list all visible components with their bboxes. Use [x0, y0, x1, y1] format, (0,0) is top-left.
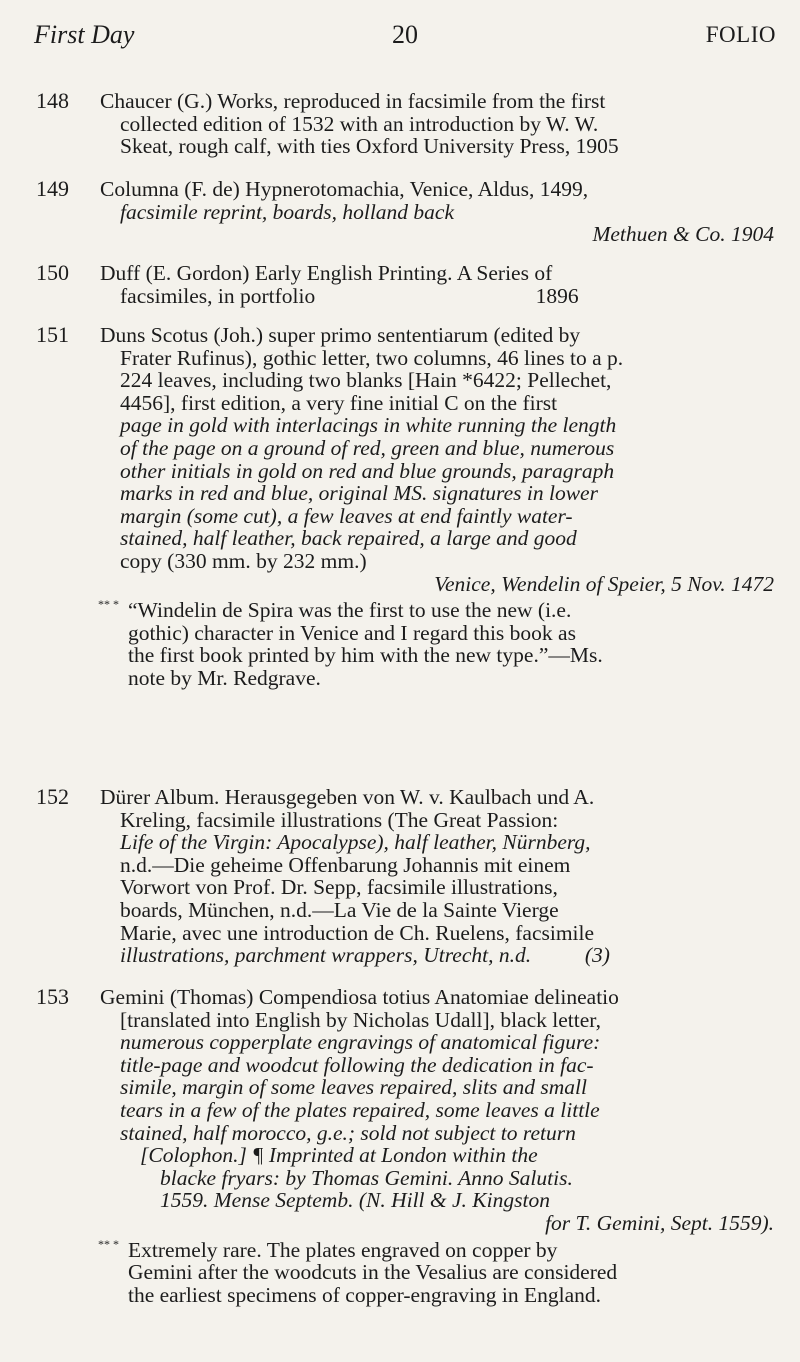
desc-line: illustrations, parchment wrappers, Utrecht, n.d. (3): [120, 943, 610, 968]
desc-line: simile, margin of some leaves repaired, slits and small: [120, 1075, 587, 1100]
note-line: gothic) character in Venice and I regard this book as: [128, 620, 576, 645]
lot-description: [100, 986, 774, 1306]
lot-description: [100, 786, 774, 967]
desc-line: title-page and woodcut following the dedication in fac-: [120, 1052, 594, 1077]
desc-line: margin (some cut), a few leaves at end faintly water-: [120, 503, 573, 528]
desc-line: Gemini (Thomas) Compendiosa totius Anatomiae delineatio: [100, 985, 619, 1009]
note-line: Gemini after the woodcuts in the Vesalius are considered: [128, 1260, 618, 1285]
desc-line: copy (330 mm. by 232 mm.): [120, 548, 367, 573]
desc-line: 1559. Mense Septemb. (N. Hill & J. Kingston: [160, 1188, 550, 1213]
lot-number: 151: [36, 322, 69, 347]
lot-number: 152: [36, 784, 69, 809]
desc-line: marks in red and blue, original MS. signatures in lower: [120, 481, 598, 506]
desc-line: stained, half leather, back repaired, a large and good: [120, 526, 577, 551]
lot-note: [100, 599, 774, 689]
lot-number: 148: [36, 88, 69, 113]
lot-description: [100, 262, 774, 307]
desc-line: tears in a few of the plates repaired, some leaves a little: [120, 1097, 600, 1122]
desc-line: boards, München, n.d.—La Vie de la Sainte Vierge: [120, 897, 559, 922]
page-header: [34, 20, 776, 60]
desc-line: Duns Scotus (Joh.) super primo sententiarum (edited by: [100, 323, 581, 347]
lot-description: [100, 178, 774, 246]
desc-line: collected edition of 1532 with an introduction by W. W.: [120, 111, 599, 136]
lot-number: 150: [36, 260, 69, 285]
note-stars: ** *: [98, 597, 119, 612]
desc-line: Kreling, facsimile illustrations (The Great Passion:: [120, 807, 559, 832]
lot-number: 149: [36, 176, 69, 201]
desc-line: other initials in gold on red and blue grounds, paragraph: [120, 458, 615, 483]
desc-line: 4456], first edition, a very fine initial C on the first: [120, 390, 558, 415]
desc-line: Duff (E. Gordon) Early English Printing. A Series of: [100, 261, 553, 285]
desc-line: facsimiles, in portfolio 1896: [120, 283, 579, 308]
desc-line: Skeat, rough calf, with ties Oxford University Press, 1905: [120, 134, 619, 159]
desc-line: n.d.—Die geheime Offenbarung Johannis mit einem: [120, 852, 571, 877]
lot-description: [100, 90, 774, 158]
desc-line: numerous copperplate engravings of anatomical figure:: [120, 1030, 601, 1055]
lot-number: 153: [36, 984, 69, 1009]
desc-line: for T. Gemini, Sept. 1559).: [545, 1210, 774, 1235]
desc-line: Dürer Album. Herausgegeben von W. v. Kaulbach und A.: [100, 785, 595, 809]
desc-line: Marie, avec une introduction de Ch. Ruelens, facsimile: [120, 920, 595, 945]
desc-line: Chaucer (G.) Works, reproduced in facsimile from the first: [100, 89, 606, 113]
note-line: note by Mr. Redgrave.: [128, 665, 321, 690]
running-head-day: First Day: [34, 20, 135, 49]
desc-line: page in gold with interlacings in white running the length: [120, 413, 617, 438]
note-line: Extremely rare. The plates engraved on copper by: [128, 1237, 558, 1262]
note-stars: ** *: [98, 1236, 119, 1251]
note-line: “Windelin de Spira was the first to use the new (i.e.: [128, 598, 572, 623]
desc-line: 224 leaves, including two blanks [Hain *6422; Pellechet,: [120, 368, 612, 393]
desc-line: of the page on a ground of red, green and blue, numerous: [120, 435, 615, 460]
desc-line: [Colophon.] ¶ Imprinted at London within the: [140, 1143, 538, 1168]
desc-line: [translated into English by Nicholas Udall], black letter,: [120, 1007, 601, 1032]
running-head-section: FOLIO: [705, 22, 776, 47]
note-line: the earliest specimens of copper-engraving in England.: [128, 1282, 601, 1307]
desc-line: Columna (F. de) Hypnerotomachia, Venice, Aldus, 1499,: [100, 177, 589, 201]
desc-line: facsimile reprint, boards, holland back: [120, 199, 455, 224]
desc-line: Venice, Wendelin of Speier, 5 Nov. 1472: [434, 571, 774, 596]
desc-line: stained, half morocco, g.e.; sold not subject to return: [120, 1120, 576, 1145]
desc-line: Life of the Virgin: Apocalypse), half leather, Nürnberg,: [120, 830, 591, 855]
desc-line: Vorwort von Prof. Dr. Sepp, facsimile illustrations,: [120, 875, 558, 900]
note-line: the first book printed by him with the new type.”—Ms.: [128, 643, 603, 668]
desc-line: blacke fryars: by Thomas Gemini. Anno Salutis.: [160, 1165, 573, 1190]
lot-note: [98, 1236, 774, 1307]
desc-line: Methuen & Co. 1904: [592, 222, 774, 247]
desc-line: Frater Rufinus), gothic letter, two columns, 46 lines to a p.: [120, 345, 624, 370]
lot-description: [100, 324, 774, 690]
page-number: 20: [392, 20, 418, 49]
